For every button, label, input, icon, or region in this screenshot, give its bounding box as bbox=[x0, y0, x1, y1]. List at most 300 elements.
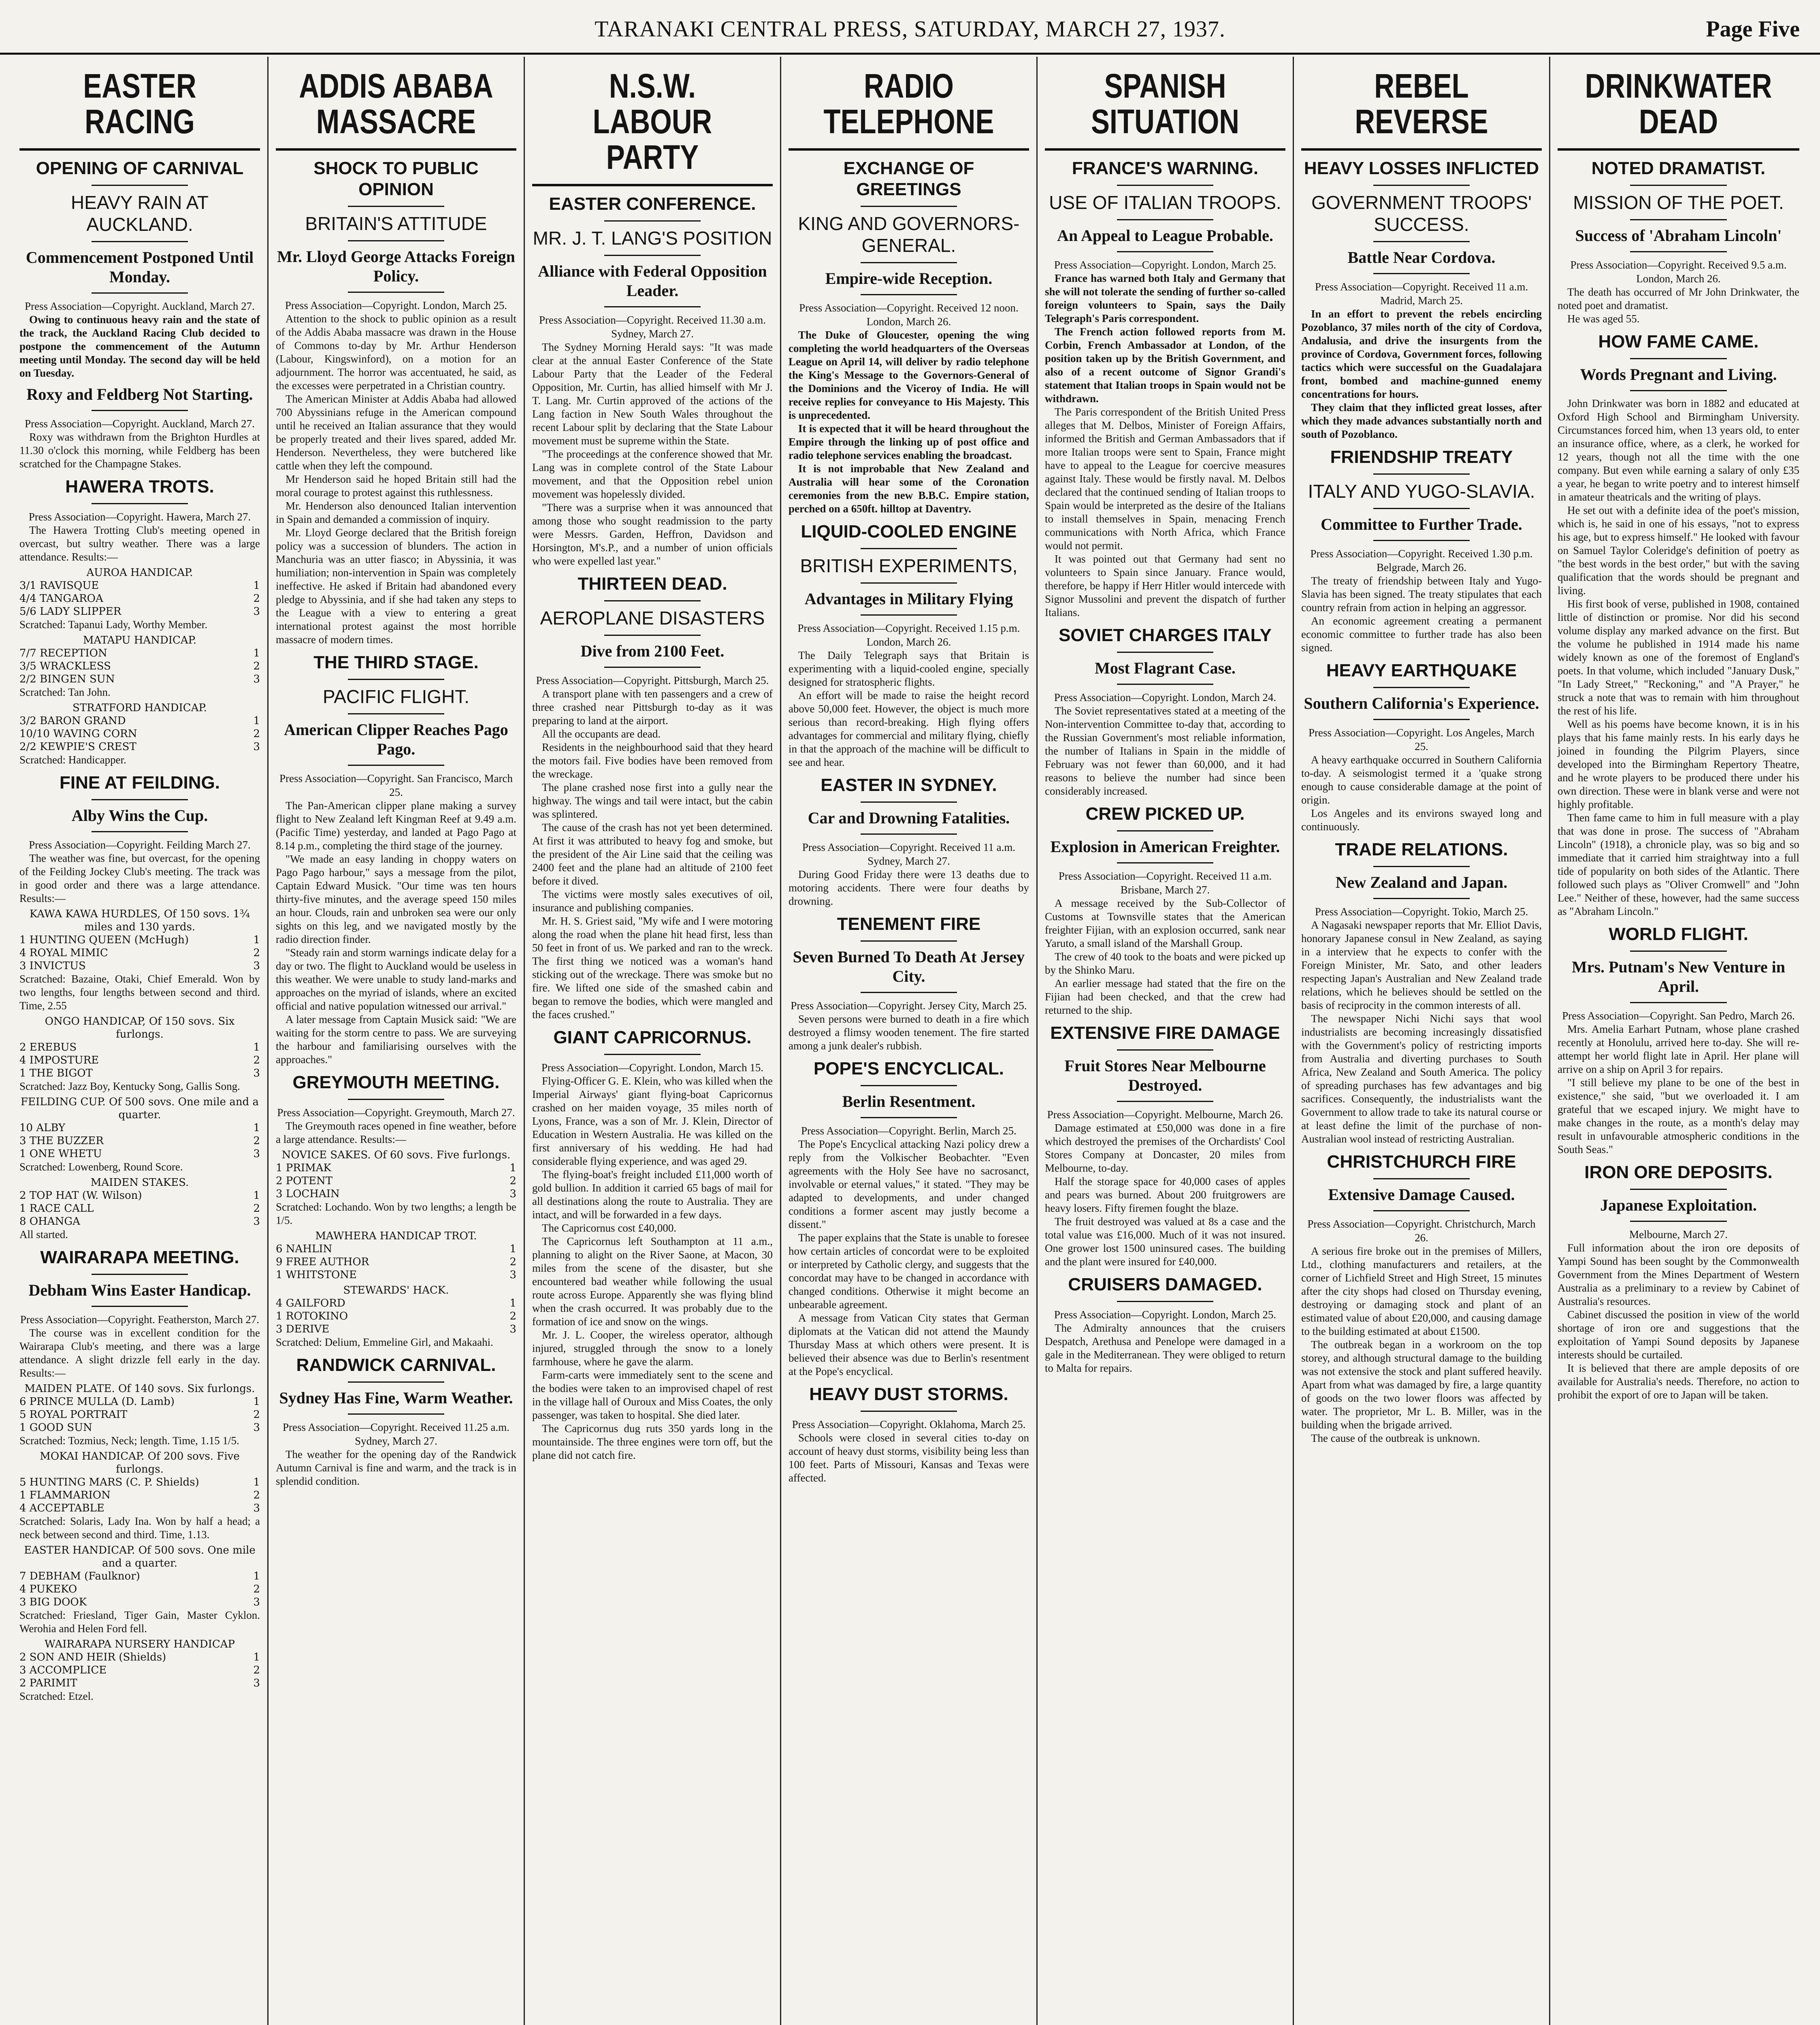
placing-row bbox=[19, 1067, 260, 1080]
article-paragraph: The American Minister at Addis Ababa had allowed 700 Abyssinians refuge in the American compound until he received an Italian assurance that they would be properly treated and their lives spared, added Mr. Henderson. Nevertheless, they were butchered like cattle when they left the compound. bbox=[276, 393, 516, 472]
headline-rule bbox=[1558, 148, 1799, 151]
dateline: Press Association—Copyright. Received 11.25 a.m. Sydney, March 27. bbox=[283, 1421, 509, 1447]
article-paragraph: "There was a surprise when it was announced that among those who sought readmission to the party were Messrs. Garden, Heffron, Davidson and Horsington, M's.P., and a number of union officials who were expelled last year." bbox=[532, 501, 773, 567]
dateline: Press Association—Copyright. Received 9.5 a.m. London, March 26. bbox=[1570, 259, 1787, 285]
race-note: Scratched: Tozmius, Neck; length. Time, 1.15 1/5. bbox=[19, 1435, 239, 1447]
section-subheading: GOVERNMENT TROOPS' SUCCESS. bbox=[1311, 192, 1532, 235]
heading-rule bbox=[861, 992, 957, 993]
placing: 2 bbox=[253, 1135, 260, 1147]
race-name: MAWHERA HANDICAP TROT. bbox=[315, 1230, 477, 1242]
section-heading: FRANCE'S WARNING. bbox=[1072, 158, 1259, 178]
article-paragraph: The Daily Telegraph says that Britain is experimenting with a liquid-cooled engine, specially designed for stratospheric flights. bbox=[789, 649, 1029, 688]
heading-rule bbox=[604, 306, 701, 307]
race-name: NOVICE SAKES. Of 60 sovs. Five furlongs. bbox=[281, 1149, 511, 1161]
section-heading: FINE AT FEILDING. bbox=[60, 773, 220, 793]
heading-rule bbox=[604, 1054, 701, 1055]
placing: 2 bbox=[253, 947, 260, 959]
article-paragraph: Owing to continuous heavy rain and the state of the track, the Auckland Racing Club decided to postpone the commencement of the Autumn meeting until Monday. The second day will be held on Tuesday. bbox=[19, 313, 260, 379]
article-paragraph: The weather was fine, but overcast, for the opening of the Feilding Jockey Club's meeting. The track was in good order and there was a large attendance. Results:— bbox=[19, 852, 260, 904]
article-paragraph: Mr. Henderson also denounced Italian intervention in Spain and demanded a commission of inquiry. bbox=[276, 500, 516, 525]
article-paragraph: Mr Henderson said he hoped Britain still had the moral courage to protest against this ruthlessness. bbox=[276, 473, 516, 499]
race-result bbox=[276, 1230, 516, 1281]
article-deck: Committee to Further Trade. bbox=[1321, 515, 1522, 533]
article-deck: Mr. Lloyd George Attacks Foreign Policy. bbox=[277, 247, 515, 285]
placing: 1 bbox=[253, 1122, 260, 1134]
section-heading: HEAVY EARTHQUAKE bbox=[1326, 661, 1517, 680]
placing-row bbox=[19, 1121, 260, 1134]
dateline: Press Association—Copyright. London, March 25. bbox=[1054, 1309, 1277, 1321]
placing-row bbox=[276, 1268, 516, 1281]
article-paragraph: Mr. H. S. Griest said, "My wife and I were motoring along the road when the plane hit head first, less than 50 feet in front of us. We parked and ran to the wreck. The first thing we noticed was a woman's hand sticking out of the wreckage. There was smoke but no fire. We lifted one side of the smashed cabin and began to remove the bodies, which were mangled and the faces crushed." bbox=[532, 915, 773, 1021]
dateline: Press Association—Copyright. Received 1.15 p.m. London, March 26. bbox=[797, 622, 1020, 648]
article-deck: Car and Drowning Fatalities. bbox=[808, 809, 1010, 827]
section-heading: WAIRARAPA MEETING. bbox=[40, 1247, 239, 1267]
horse-name: 1 ONE WHETU bbox=[19, 1148, 102, 1160]
dateline: Press Association—Copyright. London, March 25. bbox=[285, 299, 507, 311]
placing-row bbox=[19, 1054, 260, 1067]
placing: 3 bbox=[509, 1323, 516, 1335]
article-deck: Dive from 2100 Feet. bbox=[580, 642, 725, 660]
article-paragraph: The victims were mostly sales executives of oil, insurance and publishing companies. bbox=[532, 888, 773, 914]
horse-name: 3 ACCOMPLICE bbox=[19, 1664, 107, 1676]
dateline: Press Association—Copyright. Received 11 a.m. Brisbane, March 27. bbox=[1058, 870, 1272, 896]
horse-name: 3/1 RAVISQUE bbox=[19, 580, 99, 592]
placing-row bbox=[19, 1215, 260, 1228]
article-deck: Mrs. Putnam's New Venture in April. bbox=[1571, 958, 1786, 995]
race-note: Scratched: Friesland, Tiger Gain, Master Cyklon. Werohia and Helen Ford fell. bbox=[19, 1609, 260, 1635]
placing-row bbox=[19, 1502, 260, 1515]
heading-rule bbox=[1373, 866, 1470, 867]
horse-name: 5/6 LADY SLIPPER bbox=[19, 605, 121, 618]
horse-name: 1 ROTOKINO bbox=[276, 1310, 348, 1322]
horse-name: 2/2 BINGEN SUN bbox=[19, 673, 115, 685]
article-paragraph: The Sydney Morning Herald says: "It was made clear at the annual Easter Conference of the State Labour Party that the Leader of the Federal Opposition, Mr. Curtin, has allied himself with Mr J. T. Lang. Mr. Curtin approved of the actions of the Lang faction in New South Wales throughout the recent Labour split by declaring that the State Labour movement must be supreme within the State. bbox=[532, 341, 773, 447]
heading-rule bbox=[1630, 1189, 1727, 1190]
article-paragraph: His first book of verse, published in 1908, contained little of distinction or promise. Nor did his second volume display any marked advance on the first. But the volume he published in 1914 made his name widely known as one of the foremost of England's poets. In that volume, which included "January Dusk," "In Lady Street," "Reckoning," and "A Prayer," he struck a note that was to remain with him throughout the rest of his life. bbox=[1558, 598, 1799, 717]
horse-name: 4 ACCEPTABLE bbox=[19, 1502, 104, 1514]
heading-rule bbox=[1117, 1301, 1213, 1302]
race-name: AUROA HANDICAP. bbox=[86, 567, 193, 579]
placing-row bbox=[19, 1041, 260, 1054]
horse-name: 3/5 WRACKLESS bbox=[19, 660, 111, 672]
horse-name: 8 OHANGA bbox=[19, 1215, 80, 1228]
heading-rule bbox=[92, 1274, 188, 1275]
race-note: Scratched: Handicapper. bbox=[19, 754, 126, 766]
article-paragraph: An economic agreement creating a permanent economic committee to further trade has also been signed. bbox=[1301, 615, 1542, 654]
race-result bbox=[19, 1096, 260, 1174]
placing-row bbox=[19, 1583, 260, 1596]
article-paragraph: The Hawera Trotting Club's meeting opened in overcast, but sultry weather. There was a large attendance. Results:— bbox=[19, 524, 260, 563]
heading-rule bbox=[861, 206, 957, 207]
heading-rule bbox=[861, 1085, 957, 1086]
placing: 2 bbox=[253, 660, 260, 672]
column-headline: SPANISH SITUATION bbox=[1091, 67, 1240, 141]
article-paragraph: Schools were closed in several cities to-day on account of heavy dust storms, visibility being less than 100 feet. Parts of Missouri, Kansas and Texas were affected. bbox=[789, 1432, 1029, 1484]
column-headline: REBEL REVERSE bbox=[1355, 67, 1488, 141]
placing: 1 bbox=[253, 1189, 260, 1202]
article-paragraph: He set out with a definite idea of the poet's mission, which is, he said in one of his essays, "not to express his age, but to express himself." He looked with favour on Samuel Taylor Coleridge's definition of poetry as "the best words in the best order," but with the saving qualification that the words should be pregnant and living. bbox=[1558, 504, 1799, 597]
article-paragraph: An effort will be made to raise the height record above 50,000 feet. However, the object is much more serious than record-breaking. High flying offers advantages for commercial and military flying, chiefly in that the approach of the machine will be difficult to see and hear. bbox=[789, 689, 1029, 768]
section-subheading: ITALY AND YUGO-SLAVIA. bbox=[1308, 481, 1535, 502]
placing: 2 bbox=[509, 1175, 516, 1187]
horse-name: 1 RACE CALL bbox=[19, 1202, 94, 1215]
placing-row bbox=[276, 1310, 516, 1323]
article-deck: Japanese Exploitation. bbox=[1600, 1196, 1757, 1214]
horse-name: 3 BIG DOOK bbox=[19, 1596, 87, 1608]
section-heading: THE THIRD STAGE. bbox=[313, 652, 479, 672]
heading-rule bbox=[348, 765, 444, 766]
placing: 2 bbox=[509, 1310, 516, 1322]
placing-row bbox=[19, 1476, 260, 1489]
race-result bbox=[19, 908, 260, 1013]
article-paragraph: Full information about the iron ore deposits of Yampi Sound has been sought by the Commonwealth Government from the Mines Department of Western Australia as a preliminary to a review by Cabinet of Australia's resources. bbox=[1558, 1242, 1799, 1307]
placing: 3 bbox=[253, 605, 260, 618]
section-heading: GIANT CAPRICORNUS. bbox=[553, 1027, 752, 1047]
placing: 3 bbox=[253, 1215, 260, 1228]
heading-rule bbox=[92, 799, 188, 800]
article-deck: Sydney Has Fine, Warm Weather. bbox=[279, 1389, 513, 1407]
heading-rule bbox=[348, 292, 444, 293]
heading-rule bbox=[348, 1413, 444, 1415]
race-result bbox=[19, 634, 260, 699]
heading-rule bbox=[1117, 652, 1213, 653]
article-paragraph: Mr. Lloyd George declared that the British foreign policy was a succession of blunders. The action in Manchuria was an utter fiasco; in Abyssinia, it was humiliation; non-intervention in Spain was completely ineffective. He asked if Britain had abandoned every pledge to Abyssinia, and if she had taken any steps to the League with a view to entering a great international protest against the most horrible massacre of modern times. bbox=[276, 526, 516, 646]
section-heading: IRON ORE DEPOSITS. bbox=[1584, 1162, 1773, 1182]
page-number: Page Five bbox=[1706, 17, 1800, 42]
placing-row bbox=[276, 1243, 516, 1256]
news-column bbox=[1294, 57, 1550, 2025]
article-paragraph: The cause of the outbreak is unknown. bbox=[1311, 1432, 1480, 1444]
article-paragraph: During Good Friday there were 13 deaths due to motoring accidents. There were four deaths by drowning. bbox=[789, 868, 1029, 907]
heading-rule bbox=[1630, 219, 1727, 220]
placing: 2 bbox=[253, 728, 260, 740]
article-paragraph: Farm-carts were immediately sent to the scene and the bodies were taken to an improvised chapel of rest in the village hall of Ouroux and Miss Coates, the only passenger, was taken to hospital. She died later. bbox=[532, 1369, 773, 1421]
section-heading: SOVIET CHARGES ITALY bbox=[1059, 625, 1272, 645]
placing: 3 bbox=[253, 673, 260, 685]
heading-rule bbox=[92, 503, 188, 504]
placing: 3 bbox=[253, 1422, 260, 1434]
heading-rule bbox=[604, 667, 701, 668]
article-paragraph: The fruit destroyed was valued at 8s a case and the total value was £16,000. Much of it was not insured. One grower lost 1500 uninsured cases. The building and the plant were insured for £40,000. bbox=[1045, 1215, 1285, 1268]
article-deck: Extensive Damage Caused. bbox=[1328, 1185, 1515, 1204]
article-paragraph: "I still believe my plane to be one of the best in existence," she said, "but we overloaded it. I am grateful that we escaped injury. We might have to make changes in the route, as a month's delay may result in unfavourable atmospheric conditions in the South Seas." bbox=[1558, 1076, 1799, 1155]
article-paragraph: The weather for the opening day of the Randwick Autumn Carnival is fine and warm, and the track is in splendid condition. bbox=[276, 1448, 516, 1487]
masthead bbox=[0, 0, 1820, 55]
heading-rule bbox=[1117, 1049, 1213, 1051]
heading-rule bbox=[1630, 251, 1727, 252]
article-deck: Roxy and Feldberg Not Starting. bbox=[26, 385, 253, 403]
article-paragraph: "Steady rain and storm warnings indicate delay for a day or two. The flight to Auckland would be useless in this weather. We were unable to study land-marks and approaches on the myriad of islands, where an excited official and native population witnessed our arrival." bbox=[276, 946, 516, 1012]
heading-rule bbox=[861, 1117, 957, 1118]
article-paragraph: The Capricornus left Southampton at 11 a.m., planning to alight on the River Saone, at Macon, 30 miles from the scene of the disaster, but she encountered bad weather while following the usual route across Europe. Apparently she was flying blind when the crash occurred. It was probably due to the formation of ice and snow on the wings. bbox=[532, 1235, 773, 1328]
article-deck: New Zealand and Japan. bbox=[1335, 873, 1508, 891]
placing-row bbox=[276, 1174, 516, 1187]
horse-name: 3 DERIVE bbox=[276, 1323, 330, 1335]
article-paragraph: It is not improbable that New Zealand and Australia will hear some of the Coronation ceremonies from the new B.B.C. Empire station, perched on a 650ft. hilltop at Daventry. bbox=[789, 463, 1029, 515]
placing-row bbox=[19, 1395, 260, 1408]
heading-rule bbox=[604, 635, 701, 636]
article-paragraph: The Paris correspondent of the British United Press alleges that M. Delbos, Minister of Foreign Affairs, informed the British and German Ambassadors that if more Italian troops were sent to Spain, France might have to appeal to the League for coercive measures against Italy. These would be firstly naval. M. Delbos declared that the continued sending of Italian troops to Spain would be interpreted as the desire of the Italians to install themselves in Spain, menacing French communications with North Africa, which France would not permit. bbox=[1045, 406, 1285, 552]
article-paragraph: France has warned both Italy and Germany that she will not tolerate the sending of further so-called foreign volunteers to Spain, says the Daily Telegraph's Paris correspondent. bbox=[1045, 272, 1285, 324]
race-result bbox=[19, 1015, 260, 1093]
placing-row bbox=[19, 1677, 260, 1690]
heading-rule bbox=[1117, 219, 1213, 220]
section-heading: HEAVY LOSSES INFLICTED bbox=[1304, 158, 1539, 178]
heading-rule bbox=[92, 831, 188, 832]
article-paragraph: Roxy was withdrawn from the Brighton Hurdles at 11.30 o'clock this morning, while Feldberg has been scratched for the Champagne Stakes. bbox=[19, 431, 260, 470]
heading-rule bbox=[1373, 719, 1470, 720]
placing-row bbox=[19, 1664, 260, 1677]
heading-rule bbox=[1373, 1178, 1470, 1179]
news-column bbox=[1550, 57, 1807, 2025]
article-deck: Advantages in Military Flying bbox=[804, 590, 1013, 608]
headline-rule bbox=[1301, 148, 1542, 151]
placing: 2 bbox=[253, 1583, 260, 1595]
section-heading: SHOCK TO PUBLIC OPINION bbox=[313, 158, 479, 199]
article-paragraph: The Capricornus dug ruts 350 yards long in the mountainside. The three engines were torn off, but the plane did not catch fire. bbox=[532, 1422, 773, 1461]
article-paragraph: It was pointed out that Germany had sent no volunteers to Spain since January. France would, therefore, be happy if Herr Hitler would intercede with Signor Mussolini and prevent the dispatch of further Italians. bbox=[1045, 553, 1285, 618]
masthead-title: TARANAKI CENTRAL PRESS, SATURDAY, MARCH 27, 1937. bbox=[595, 17, 1225, 42]
article-paragraph: A transport plane with ten passengers and a crew of three crashed near Pittsburgh to-day as it was preparing to land at the airport. bbox=[532, 688, 773, 727]
heading-rule bbox=[861, 582, 957, 584]
article-paragraph: Half the storage space for 40,000 cases of apples and pears was burned. About 200 fruitgrowers are heavy losers. Fifty firemen fought the blaze. bbox=[1045, 1175, 1285, 1214]
article-paragraph: Well as his poems have become known, it is in his plays that his fame mainly rests. In his early days he joined in founding the Pilgrim Players, since developed into the Birmingham Repertory Theatre, and he wrote players to be produced there under his own direction. These were in blank verse and were not highly profitable. bbox=[1558, 718, 1799, 810]
article-deck: Success of 'Abraham Lincoln' bbox=[1575, 226, 1782, 245]
article-deck: Debham Wins Easter Handicap. bbox=[28, 1281, 251, 1299]
placing-row bbox=[19, 1651, 260, 1664]
placing: 1 bbox=[253, 934, 260, 946]
article-paragraph: The Pan-American clipper plane making a survey flight to New Zealand left Kingman Reef at 9.49 a.m. (Pacific Time) yesterday, and landed at Pago Pago at 8.14 p.m., completing the third stage of the journey. bbox=[276, 799, 516, 852]
section-heading: LIQUID-COOLED ENGINE bbox=[801, 522, 1017, 541]
news-column bbox=[12, 57, 269, 2025]
placing: 1 bbox=[253, 1041, 260, 1053]
section-heading: CRUISERS DAMAGED. bbox=[1068, 1275, 1262, 1294]
section-subheading: HEAVY RAIN AT AUCKLAND. bbox=[71, 192, 209, 235]
horse-name: 3 INVICTUS bbox=[19, 960, 86, 972]
column-headline: N.S.W. LABOUR PARTY bbox=[592, 67, 712, 176]
newspaper-page bbox=[12, 57, 1808, 2025]
article-deck: Most Flagrant Case. bbox=[1095, 659, 1236, 677]
news-column bbox=[525, 57, 781, 2025]
placing: 2 bbox=[253, 1409, 260, 1421]
dateline: Press Association—Copyright. Hawera, March 27. bbox=[28, 511, 251, 523]
article-deck: Seven Burned To Death At Jersey City. bbox=[793, 948, 1025, 985]
horse-name: 10/10 WAVING CORN bbox=[19, 728, 137, 740]
placing-row bbox=[19, 1189, 260, 1202]
article-paragraph: The Capricornus cost £40,000. bbox=[542, 1222, 677, 1234]
placing: 1 bbox=[509, 1162, 516, 1174]
article-paragraph: Mr. J. L. Cooper, the wireless operator, although injured, struggled through the snow to a lonely farmhouse, where he gave the alarm. bbox=[532, 1329, 773, 1368]
placing: 1 bbox=[253, 1396, 260, 1408]
horse-name: 7/7 RECEPTION bbox=[19, 647, 107, 659]
placing-row bbox=[19, 959, 260, 972]
dateline: Press Association—Copyright. Melbourne, March 26. bbox=[1047, 1108, 1283, 1121]
heading-rule bbox=[604, 255, 701, 256]
article-paragraph: The crew of 40 took to the boats and were picked up by the Shinko Maru. bbox=[1045, 951, 1285, 976]
horse-name: 1 GOOD SUN bbox=[19, 1422, 92, 1434]
article-paragraph: A Nagasaki newspaper reports that Mr. Elliot Davis, honorary Japanese consul in New Zealand, as saying in a interview that he expects to confer with the Foreign Minister, Mr. Sato, and other leaders respecting Japan's Australian and New Zealand trade relations, which he believes should be settled on the basis of reciprocity in the common interests of all. bbox=[1301, 919, 1542, 1011]
heading-rule bbox=[1630, 951, 1727, 952]
race-note: Scratched: Lowenberg, Round Score. bbox=[19, 1161, 183, 1173]
heading-rule bbox=[604, 220, 701, 222]
heading-rule bbox=[1373, 1210, 1470, 1211]
heading-rule bbox=[92, 410, 188, 411]
section-heading: EXTENSIVE FIRE DAMAGE bbox=[1050, 1023, 1280, 1043]
heading-rule bbox=[1117, 830, 1213, 831]
heading-rule bbox=[1117, 251, 1213, 252]
dateline: Press Association—Copyright. Tokio, March 25. bbox=[1315, 906, 1528, 918]
column-headline: RADIO TELEPHONE bbox=[823, 67, 994, 141]
placing-row bbox=[19, 673, 260, 686]
placing-row bbox=[19, 1147, 260, 1160]
heading-rule bbox=[92, 1306, 188, 1307]
placing: 3 bbox=[253, 1148, 260, 1160]
column-headline: ADDIS ABABA MASSACRE bbox=[299, 67, 493, 141]
article-paragraph: The plane crashed nose first into a gully near the highway. The wings and tail were intact, but the cabin was splintered. bbox=[532, 781, 773, 820]
race-result bbox=[276, 1284, 516, 1349]
race-note: Scratched: Jazz Boy, Kentucky Song, Gallis Song. bbox=[19, 1080, 240, 1092]
headline-rule bbox=[789, 148, 1029, 151]
article-paragraph: An earlier message had stated that the fire on the Fijian had been checked, and that the crew had returned to the ship. bbox=[1045, 977, 1285, 1016]
heading-rule bbox=[348, 713, 444, 714]
placing-row bbox=[19, 1596, 260, 1609]
horse-name: 7 DEBHAM (Faulknor) bbox=[19, 1570, 140, 1582]
race-result bbox=[19, 1176, 260, 1241]
dateline: Press Association—Copyright. Received 11 a.m. Madrid, March 25. bbox=[1315, 281, 1528, 307]
heading-rule bbox=[861, 801, 957, 803]
race-name: MAIDEN STAKES. bbox=[90, 1177, 189, 1189]
section-heading: HAWERA TROTS. bbox=[65, 477, 214, 497]
section-heading: THIRTEEN DEAD. bbox=[578, 574, 727, 594]
heading-rule bbox=[861, 833, 957, 835]
horse-name: 10 ALBY bbox=[19, 1122, 66, 1134]
section-heading: TRADE RELATIONS. bbox=[1335, 840, 1508, 859]
column-headline: EASTER RACING bbox=[83, 67, 196, 141]
article-paragraph: A serious fire broke out in the premises of Millers, Ltd., clothing manufacturers and retailers, at the corner of Lichfield Street and High Street, 15 minutes after the city shops had closed on Thursday evening, destroying or damaging stock and plant of an estimated value of about £20,000, and causing damage to the building estimated at about £1500. bbox=[1301, 1245, 1542, 1337]
placing-row bbox=[19, 946, 260, 959]
heading-rule bbox=[348, 1099, 444, 1100]
section-heading: EASTER IN SYDNEY. bbox=[820, 775, 997, 795]
race-result bbox=[19, 701, 260, 767]
race-name: EASTER HANDICAP. Of 500 sovs. One mile and a quarter. bbox=[24, 1544, 256, 1569]
section-subheading: KING AND GOVERNORS-GENERAL. bbox=[798, 213, 1020, 256]
heading-rule bbox=[348, 206, 444, 207]
horse-name: 2 EREBUS bbox=[19, 1041, 77, 1053]
dateline: Press Association—Copyright. Greymouth, March 27. bbox=[277, 1106, 515, 1119]
article-deck: American Clipper Reaches Pago Pago. bbox=[284, 720, 508, 758]
heading-rule bbox=[1373, 273, 1470, 274]
race-name: STRATFORD HANDICAP. bbox=[72, 702, 207, 714]
article-paragraph: Los Angeles and its environs swayed long and continuously. bbox=[1301, 807, 1542, 833]
horse-name: 4 IMPOSTURE bbox=[19, 1054, 99, 1066]
horse-name: 1 HUNTING QUEEN (McHugh) bbox=[19, 934, 189, 946]
race-name: MOKAI HANDICAP. Of 200 sovs. Five furlongs. bbox=[40, 1450, 240, 1475]
placing-row bbox=[19, 1570, 260, 1583]
dateline: Press Association—Copyright. Christchurch, March 26. bbox=[1307, 1218, 1536, 1244]
headline-rule bbox=[276, 148, 516, 151]
section-subheading: PACIFIC FLIGHT. bbox=[322, 686, 470, 707]
heading-rule bbox=[1630, 390, 1727, 391]
article-deck: Explosion in American Freighter. bbox=[1050, 838, 1280, 856]
race-note: Scratched: Tapanui Lady, Worthy Member. bbox=[19, 618, 208, 631]
race-note: Scratched: Etzel. bbox=[19, 1690, 94, 1702]
race-note: Scratched: Delium, Emmeline Girl, and Makaahi. bbox=[276, 1336, 493, 1348]
placing-row bbox=[19, 579, 260, 592]
horse-name: 4 PUKEKO bbox=[19, 1583, 77, 1595]
placing-row bbox=[276, 1162, 516, 1174]
section-subheading: BRITAIN'S ATTITUDE bbox=[305, 213, 487, 234]
placing-row bbox=[276, 1187, 516, 1200]
horse-name: 1 PRIMAK bbox=[276, 1162, 331, 1174]
horse-name: 5 ROYAL PORTRAIT bbox=[19, 1409, 128, 1421]
placing: 3 bbox=[253, 1502, 260, 1514]
race-note: Scratched: Solaris, Lady Ina. Won by half a head; a neck between second and third. Time, 1.13. bbox=[19, 1515, 260, 1541]
dateline: Melbourne, March 27. bbox=[1629, 1228, 1728, 1241]
race-result bbox=[19, 1450, 260, 1541]
horse-name: 9 FREE AUTHOR bbox=[276, 1256, 369, 1268]
heading-rule bbox=[861, 548, 957, 549]
article-paragraph: In an effort to prevent the rebels encircling Pozoblanco, 37 miles north of the city of Cordova, Andalusia, and drive the insurgents from the province of Cordova, Government forces, following tactics which were successful on the Guadalajara front, bombed and machine-gunned enemy concentrations for hours. bbox=[1301, 308, 1542, 400]
placing: 2 bbox=[253, 1054, 260, 1066]
article-paragraph: The Duke of Gloucester, opening the wing completing the world headquarters of the Overseas League on April 14, will deliver by radio telephone the King's Message to the Governors-General of the Dominions and the Viceroy of India. He will receive replies for conveyance to His Majesty. This is unprecedented. bbox=[789, 329, 1029, 421]
placing: 1 bbox=[253, 715, 260, 727]
heading-rule bbox=[861, 614, 957, 616]
placing: 2 bbox=[253, 1202, 260, 1215]
article-deck: Southern California's Experience. bbox=[1304, 694, 1539, 712]
article-paragraph: The Pope's Encyclical attacking Nazi policy drew a reply from the Volkischer Beobachter. "Even agreements with the Holy See have no sacrosanct, involvable or eternal values," it stated. "They may be adapted to developments, and under changed conditions a former ascent may justly become a dissent." bbox=[789, 1138, 1029, 1230]
placing-row bbox=[276, 1297, 516, 1310]
dateline: Press Association—Copyright. Oklahoma, March 25. bbox=[792, 1418, 1026, 1430]
article-deck: Battle Near Cordova. bbox=[1347, 248, 1496, 266]
dateline: Press Association—Copyright. San Pedro, March 26. bbox=[1562, 1010, 1795, 1022]
section-heading: RANDWICK CARNIVAL. bbox=[296, 1355, 496, 1375]
dateline: Press Association—Copyright. Received 1.30 p.m. Belgrade, March 26. bbox=[1310, 548, 1533, 573]
dateline: Press Association—Copyright. San Francisco, March 25. bbox=[279, 772, 513, 798]
article-paragraph: They claim that they inflicted great losses, after which they made advances substantially north and south of Pozoblanco. bbox=[1301, 401, 1542, 440]
dateline: Press Association—Copyright. Auckland, March 27. bbox=[25, 418, 255, 430]
placing: 1 bbox=[253, 580, 260, 592]
article-paragraph: Residents in the neighbourhood said that they heard the motors fail. Five bodies have been removed from the wreckage. bbox=[532, 741, 773, 780]
race-note: All started. bbox=[19, 1228, 68, 1241]
article-paragraph: The cause of the crash has not yet been determined. At first it was attributed to heavy fog and smoke, but the president of the Air Line said that the ceiling was 2400 feet and the plane had an altitude of 2100 feet before it dived. bbox=[532, 821, 773, 887]
heading-rule bbox=[92, 241, 188, 242]
placing: 3 bbox=[509, 1188, 516, 1200]
placing-row bbox=[19, 934, 260, 946]
horse-name: 2 PARIMIT bbox=[19, 1677, 77, 1689]
heading-rule bbox=[1373, 508, 1470, 509]
dateline: Press Association—Copyright. Feilding March 27. bbox=[29, 839, 251, 851]
article-paragraph: "The proceedings at the conference showed that Mr. Lang was in complete control of the State Labour movement, and that the Opposition rebel union movement was hopelessly divided. bbox=[532, 448, 773, 500]
dateline: Press Association—Copyright. Jersey City, March 25. bbox=[791, 1000, 1027, 1012]
placing: 2 bbox=[253, 593, 260, 605]
article-paragraph: The Soviet representatives stated at a meeting of the Non-intervention Committee to-day that, according to the Russian Government's most reliable information, the number of Italians in Spain in the middle of February was not fewer than 60,000, and it had reasons to believe the number had since been considerably increased. bbox=[1045, 705, 1285, 797]
article-deck: Alby Wins the Cup. bbox=[71, 806, 208, 825]
article-paragraph: A heavy earthquake occurred in Southern California to-day. A seismologist termed it a 'quake strong enough to cause considerable damage at the point of origin. bbox=[1301, 754, 1542, 806]
horse-name: 3 THE BUZZER bbox=[19, 1135, 104, 1147]
placing-row bbox=[19, 740, 260, 753]
article-paragraph: Flying-Officer G. E. Klein, who was killed when the Imperial Airways' giant flying-boat Capricornus crashed on her maiden voyage, 35 miles north of Lyons, France, was a son of Mr. J. Klein, Director of Education in Western Australia. He was killed on the first anniversary of his wedding. He had had considerable flying experience, and was aged 29. bbox=[532, 1075, 773, 1167]
article-paragraph: Mrs. Amelia Earhart Putnam, whose plane crashed recently at Honolulu, arrived here to-day. She will re-attempt her world flight late in April. Her plane will arrive on a ship on April 3 for repairs. bbox=[1558, 1023, 1799, 1075]
dateline: Press Association—Copyright. London, March 25. bbox=[1054, 259, 1277, 271]
race-note: Scratched: Bazaine, Otaki, Chief Emerald. Won by two lengths, four lengths between second and third. Time, 2.55 bbox=[19, 973, 260, 1012]
headline-rule bbox=[532, 184, 773, 186]
placing-row bbox=[19, 1134, 260, 1147]
placing-row bbox=[19, 647, 260, 660]
article-paragraph: The outbreak began in a workroom on the top storey, and although structural damage to the building was not extensive the stock and plant suffered heavily. Apart from what was damaged by fire, a large quantity of goods on the two lower floors was affected by water. The proprietor, Mr L. B. Miller, was in the building when the brigade arrived. bbox=[1301, 1339, 1542, 1431]
race-name: STEWARDS' HACK. bbox=[343, 1284, 449, 1296]
race-name: ONGO HANDICAP, Of 150 sovs. Six furlongs. bbox=[45, 1015, 235, 1040]
article-paragraph: He was aged 55. bbox=[1567, 313, 1640, 325]
